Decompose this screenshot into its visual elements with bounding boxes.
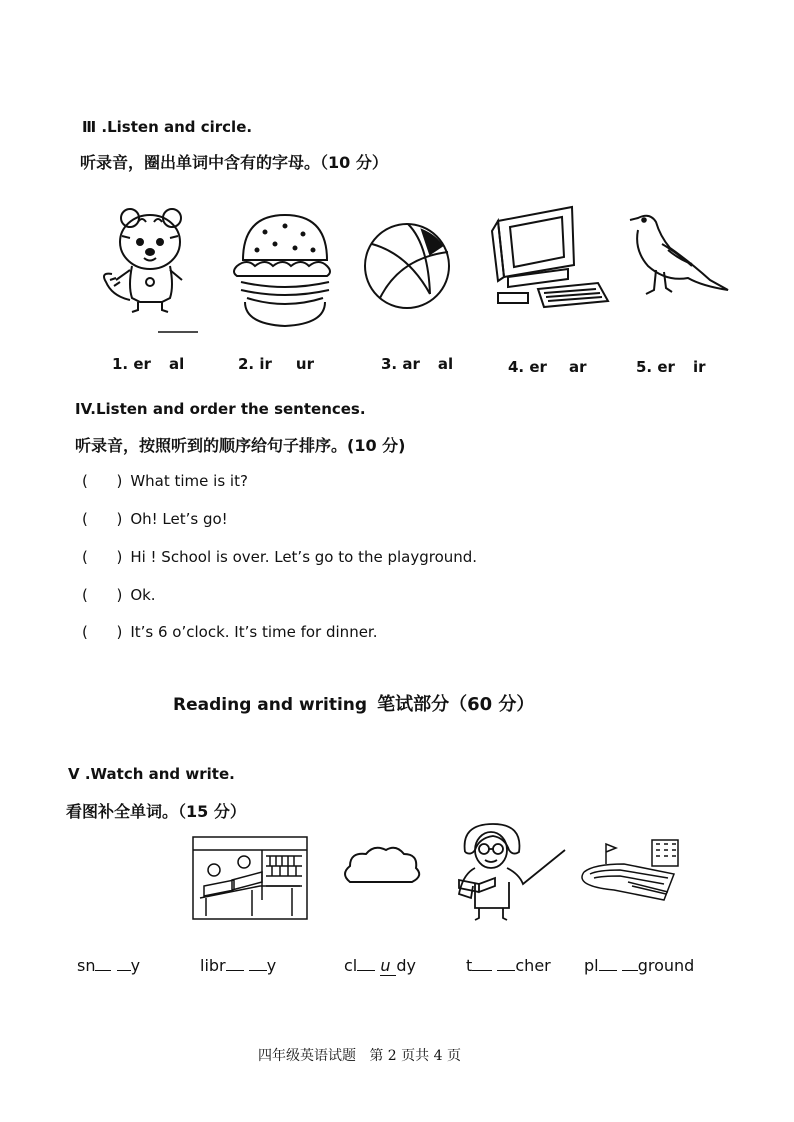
option-item-5: 5. er ir (636, 358, 706, 376)
playground-image (580, 838, 682, 904)
hamburger-image (235, 212, 335, 332)
section3-title: Ⅲ .Listen and circle. (82, 118, 253, 136)
word-blank-cloudy[interactable]: cl u dy (344, 956, 416, 975)
section3-instruction: 听录音，圈出单词中含有的字母。（10 分） (80, 153, 388, 172)
section5-title: V .Watch and write. (68, 765, 235, 783)
option-item-3: 3. ar al (381, 355, 454, 373)
section4-instruction: 听录音，按照听到的顺序给句子排序。(10 分) (75, 436, 406, 455)
option-item-1: 1. er al (112, 355, 185, 373)
library-image (192, 836, 308, 920)
word-blank-playground[interactable]: pl ground (584, 956, 695, 975)
teacher-image (445, 822, 575, 922)
sentence-row-2: ( ) Oh! Let’s go! (82, 510, 228, 528)
page-footer: 四年级英语试题 第 2 页共 4 页 (258, 1048, 461, 1064)
tiger-image (100, 200, 200, 335)
computer-image (488, 203, 613, 315)
word-blank-snowy[interactable]: sn y (77, 956, 141, 975)
sentence-row-4: ( ) Ok. (82, 586, 156, 604)
part2-heading: Reading and writing 笔试部分（60 分） (173, 694, 535, 715)
ball-image (362, 218, 458, 318)
option-item-4: 4. er ar (508, 358, 587, 376)
bird-image (628, 210, 728, 300)
option-item-2: 2. ir ur (238, 355, 314, 373)
cloud-image (340, 846, 420, 890)
section5-instruction: 看图补全单词。（15 分） (66, 802, 246, 821)
section4-title: IV.Listen and order the sentences. (75, 400, 366, 418)
word-blank-teacher[interactable]: t cher (466, 956, 551, 975)
sentence-row-1: ( ) What time is it? (82, 472, 248, 490)
word-blank-library[interactable]: libr y (200, 956, 277, 975)
sentence-row-3: ( ) Hi ! School is over. Let’s go to the playground. (82, 548, 478, 566)
sentence-row-5: ( ) It’s 6 o’clock. It’s time for dinner. (82, 623, 378, 641)
